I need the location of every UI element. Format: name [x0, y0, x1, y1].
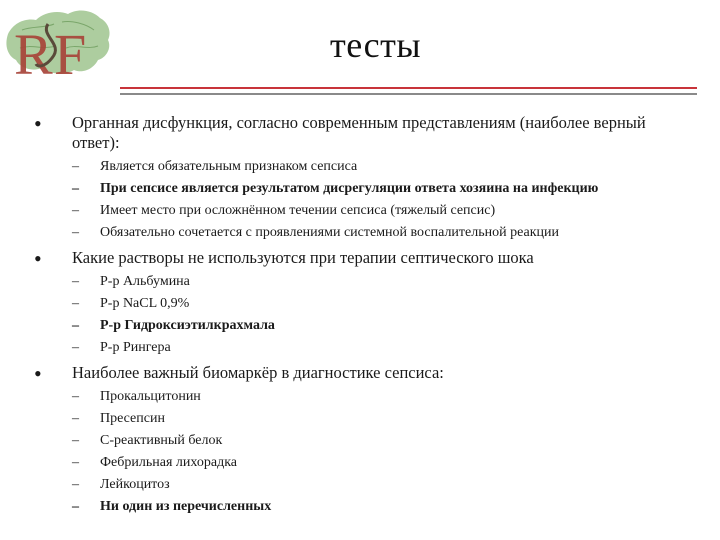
answer-text: С-реактивный белок — [100, 433, 223, 448]
answer-list — [72, 388, 694, 515]
question-text: Наиболее важный биомаркёр в диагностике сепсиса: — [72, 363, 444, 382]
dash-icon: – — [72, 340, 79, 355]
dash-icon: – — [72, 455, 79, 470]
dash-icon: – — [72, 225, 79, 240]
answer-text: Является обязательным признаком сепсиса — [100, 159, 358, 174]
dash-icon: – — [72, 203, 79, 218]
logo-letter-r: R — [14, 22, 53, 82]
answer-text: Фебрильная лихорадка — [100, 455, 237, 470]
bullet-icon: • — [34, 246, 42, 271]
bullet-icon: • — [34, 361, 42, 386]
question-item — [34, 363, 694, 515]
answer-text: Р-р NaCL 0,9% — [100, 296, 190, 311]
bullet-icon: • — [34, 111, 42, 136]
answer-text: Прокальцитонин — [100, 389, 201, 404]
answer-text: Обязательно сочетается с проявлениями системной воспалительной реакции — [100, 225, 559, 240]
answer-option — [72, 224, 694, 241]
answer-list — [72, 158, 694, 241]
answer-option — [72, 295, 694, 312]
slide-title: тесты — [330, 25, 422, 65]
rf-logo — [2, 4, 114, 82]
answer-option — [72, 158, 694, 175]
question-item — [34, 113, 694, 241]
dash-icon: – — [72, 274, 79, 289]
answer-option-correct — [72, 498, 694, 515]
answer-text: Лейкоцитоз — [100, 477, 170, 492]
answer-text: Р-р Гидроксиэтилкрахмала — [100, 318, 275, 333]
answer-option — [72, 339, 694, 356]
question-list — [34, 113, 694, 522]
answer-text: Р-р Альбумина — [100, 274, 190, 289]
answer-option-correct — [72, 317, 694, 334]
answer-text: Пресепсин — [100, 411, 165, 426]
question-text: Какие растворы не используются при терапии септического шока — [72, 248, 534, 267]
answer-option — [72, 432, 694, 449]
answer-option — [72, 273, 694, 290]
dash-icon: – — [72, 296, 79, 311]
dash-icon: – — [72, 411, 79, 426]
answer-text: Имеет место при осложнённом течении сепсиса (тяжелый сепсис) — [100, 203, 496, 218]
answer-option — [72, 476, 694, 493]
answer-option — [72, 388, 694, 405]
answer-text: Р-р Рингера — [100, 340, 171, 355]
answer-option — [72, 410, 694, 427]
dash-icon: – — [72, 181, 79, 196]
title-divider-gray — [120, 93, 697, 95]
answer-option — [72, 202, 694, 219]
dash-icon: – — [72, 159, 79, 174]
title-divider-red — [120, 87, 697, 89]
question-text: Органная дисфункция, согласно современным представлениям (наиболее верный ответ): — [72, 113, 646, 152]
dash-icon: – — [72, 477, 79, 492]
answer-text: Ни один из перечисленных — [100, 499, 272, 514]
logo-letter-f: F — [54, 22, 87, 82]
answer-text: При сепсисе является результатом дисрегуляции ответа хозяина на инфекцию — [100, 181, 599, 196]
dash-icon: – — [72, 389, 79, 404]
answer-option — [72, 454, 694, 471]
answer-list — [72, 273, 694, 356]
dash-icon: – — [72, 433, 79, 448]
dash-icon: – — [72, 318, 79, 333]
question-item — [34, 248, 694, 356]
answer-option-correct — [72, 180, 694, 197]
dash-icon: – — [72, 499, 79, 514]
